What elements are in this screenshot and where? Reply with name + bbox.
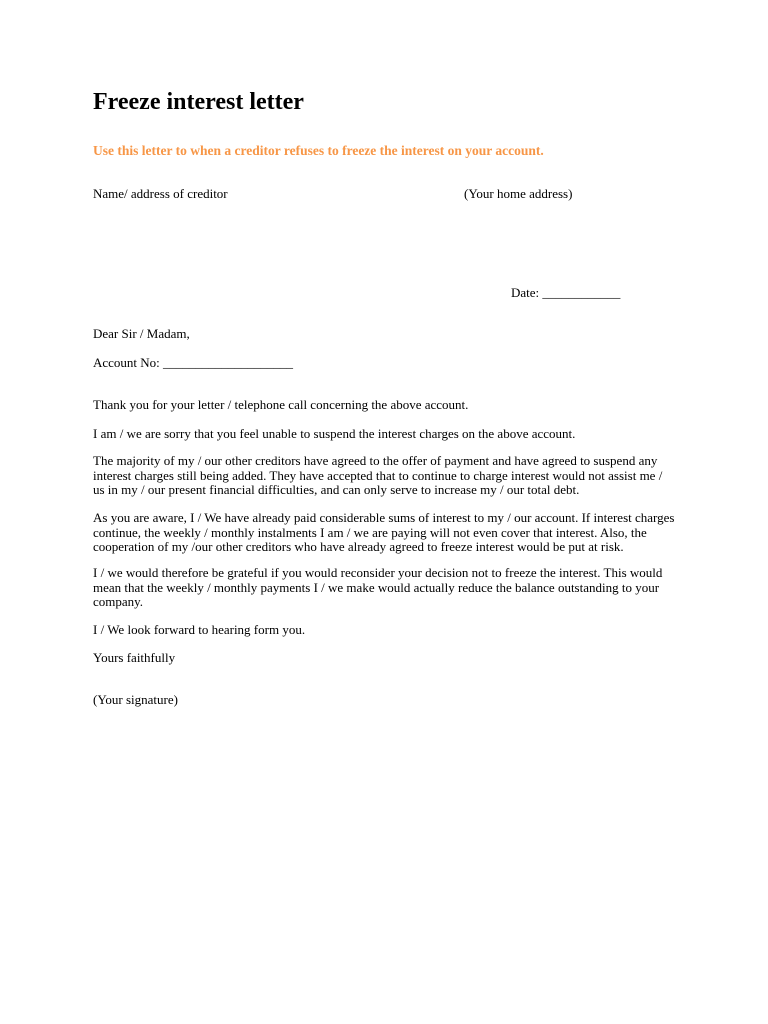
home-address-label: (Your home address) — [464, 186, 573, 201]
creditor-address-label: Name/ address of creditor — [93, 186, 228, 201]
paragraph-line: I am / we are sorry that you feel unable to suspend the interest charges on the above account. — [93, 426, 576, 441]
document-title: Freeze interest letter — [93, 89, 304, 115]
paragraph-line: interest charges still being added. They have accepted that to continue to charge interest would not assist me / — [93, 467, 663, 483]
paragraph-line: us in my / our present financial difficulties, and can only serve to increase my / our total debt. — [93, 482, 580, 497]
paragraph-line: mean that the weekly / monthly payments I / we make would actually reduce the balance outstanding to your — [93, 579, 660, 595]
paragraph-line: As you are aware, I / We have already paid considerable sums of interest to my / our account. If interest charges — [93, 510, 675, 525]
account-number-line: Account No: ____________________ — [93, 355, 294, 370]
paragraph-line: cooperation of my /our other creditors who have already agreed to freeze interest would be put at risk. — [93, 539, 624, 554]
paragraph-line: Thank you for your letter / telephone call concerning the above account. — [93, 397, 469, 412]
paragraph-line: company. — [93, 594, 144, 609]
body-paragraph-4 — [93, 511, 683, 555]
body-paragraph-2 — [93, 427, 683, 442]
signature-placeholder: (Your signature) — [93, 692, 178, 707]
closing: Yours faithfully — [93, 650, 176, 665]
body-paragraph-1 — [93, 398, 683, 413]
document-subtitle: Use this letter to when a creditor refuses to freeze the interest on your account. — [93, 143, 544, 158]
body-paragraph-5 — [93, 566, 683, 610]
salutation: Dear Sir / Madam, — [93, 326, 190, 341]
body-paragraph-3 — [93, 454, 683, 498]
paragraph-line: I / we would therefore be grateful if you would reconsider your decision not to freeze the interest. This would — [93, 565, 663, 580]
paragraph-line: I / We look forward to hearing form you. — [93, 622, 306, 637]
date-line: Date: ____________ — [511, 285, 621, 300]
paragraph-line: continue, the weekly / monthly instalments I am / we are paying will not even cover that interest. Also, the — [93, 524, 647, 540]
paragraph-line: The majority of my / our other creditors have agreed to the offer of payment and have agreed to suspend any — [93, 453, 658, 468]
body-paragraph-6 — [93, 623, 683, 638]
